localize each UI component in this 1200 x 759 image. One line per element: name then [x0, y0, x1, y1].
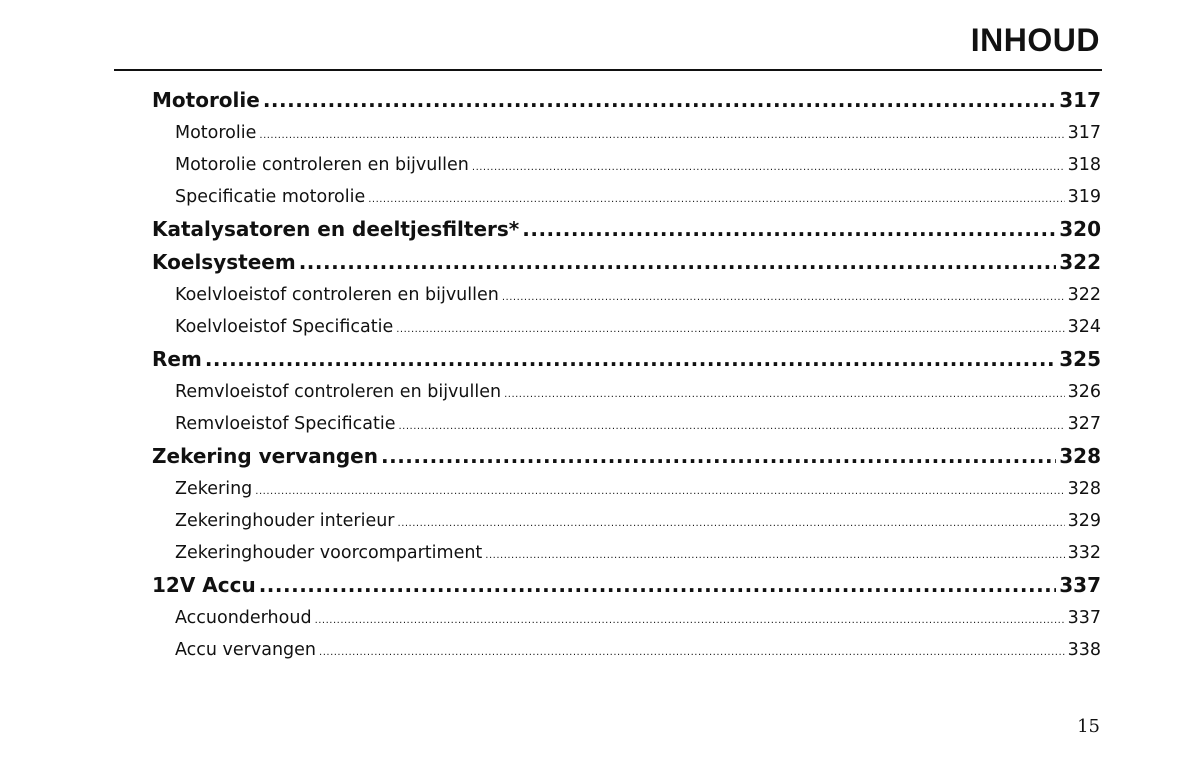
dot-leader	[255, 476, 1064, 505]
dot-leader	[398, 411, 1064, 440]
toc-entry-label: Rem	[152, 347, 202, 371]
toc-entry-label: Katalysatoren en deeltjesfilters*	[152, 217, 520, 241]
toc-subsection-entry[interactable]	[152, 181, 1101, 213]
dot-leader	[299, 246, 1057, 279]
toc-section-entry[interactable]	[152, 343, 1101, 376]
toc-entry-page-number: 337	[1067, 608, 1101, 628]
toc-entry-page-number: 322	[1067, 285, 1101, 305]
dot-leader	[205, 343, 1056, 376]
toc-entry-page-number: 338	[1067, 640, 1101, 660]
dot-leader	[368, 184, 1064, 213]
toc-entry-page-number: 319	[1067, 187, 1101, 207]
dot-leader	[259, 120, 1064, 149]
toc-entry-page-number: 332	[1067, 543, 1101, 563]
toc-entry-page-number: 324	[1067, 317, 1101, 337]
toc-entry-label: Zekeringhouder voorcompartiment	[175, 543, 483, 563]
toc-subsection-entry[interactable]	[152, 311, 1101, 343]
table-of-contents	[152, 84, 1101, 666]
dot-leader	[504, 379, 1065, 408]
toc-subsection-entry[interactable]	[152, 149, 1101, 181]
toc-entry-label: Remvloeistof controleren en bijvullen	[175, 382, 502, 402]
toc-subsection-entry[interactable]	[152, 117, 1101, 149]
toc-subsection-entry[interactable]	[152, 408, 1101, 440]
toc-section-entry[interactable]	[152, 569, 1101, 602]
toc-entry-page-number: 320	[1059, 217, 1101, 241]
dot-leader	[398, 508, 1065, 537]
toc-entry-label: Accu vervangen	[175, 640, 317, 660]
toc-entry-page-number: 327	[1067, 414, 1101, 434]
toc-entry-page-number: 322	[1059, 250, 1101, 274]
toc-entry-page-number: 317	[1067, 123, 1101, 143]
toc-subsection-entry[interactable]	[152, 279, 1101, 311]
toc-entry-label: Motorolie	[152, 88, 260, 112]
toc-subsection-entry[interactable]	[152, 376, 1101, 408]
toc-entry-label: Koelvloeistof controleren en bijvullen	[175, 285, 499, 305]
toc-subsection-entry[interactable]	[152, 537, 1101, 569]
dot-leader	[315, 605, 1065, 634]
toc-entry-label: Accuonderhoud	[175, 608, 312, 628]
toc-entry-label: Koelvloeistof Specificatie	[175, 317, 394, 337]
toc-subsection-entry[interactable]	[152, 602, 1101, 634]
dot-leader	[485, 540, 1064, 569]
toc-entry-page-number: 328	[1059, 444, 1101, 468]
toc-entry-page-number: 337	[1059, 573, 1101, 597]
toc-entry-label: Motorolie	[175, 123, 257, 143]
dot-leader	[472, 152, 1065, 181]
toc-entry-page-number: 329	[1067, 511, 1101, 531]
toc-entry-page-number: 317	[1059, 88, 1101, 112]
toc-entry-page-number: 328	[1067, 479, 1101, 499]
page-title: INHOUD	[970, 22, 1100, 58]
dot-leader	[502, 282, 1065, 311]
dot-leader	[263, 84, 1056, 117]
page-number: 15	[1077, 716, 1100, 737]
toc-section-entry[interactable]	[152, 84, 1101, 117]
dot-leader	[319, 637, 1065, 666]
dot-leader	[396, 314, 1064, 343]
toc-entry-label: Specificatie motorolie	[175, 187, 366, 207]
toc-entry-label: Zekeringhouder interieur	[175, 511, 395, 531]
toc-section-entry[interactable]	[152, 246, 1101, 279]
toc-subsection-entry[interactable]	[152, 473, 1101, 505]
toc-entry-label: Zekering	[175, 479, 253, 499]
toc-entry-label: Motorolie controleren en bijvullen	[175, 155, 469, 175]
toc-entry-label: 12V Accu	[152, 573, 256, 597]
toc-entry-label: Zekering vervangen	[152, 444, 378, 468]
dot-leader	[522, 213, 1056, 246]
toc-entry-page-number: 326	[1067, 382, 1101, 402]
toc-subsection-entry[interactable]	[152, 634, 1101, 666]
title-divider	[114, 69, 1102, 71]
toc-section-entry[interactable]	[152, 213, 1101, 246]
toc-subsection-entry[interactable]	[152, 505, 1101, 537]
toc-entry-label: Remvloeistof Specificatie	[175, 414, 396, 434]
toc-section-entry[interactable]	[152, 440, 1101, 473]
dot-leader	[381, 440, 1056, 473]
dot-leader	[259, 569, 1057, 602]
toc-entry-page-number: 325	[1059, 347, 1101, 371]
toc-entry-label: Koelsysteem	[152, 250, 296, 274]
toc-entry-page-number: 318	[1067, 155, 1101, 175]
